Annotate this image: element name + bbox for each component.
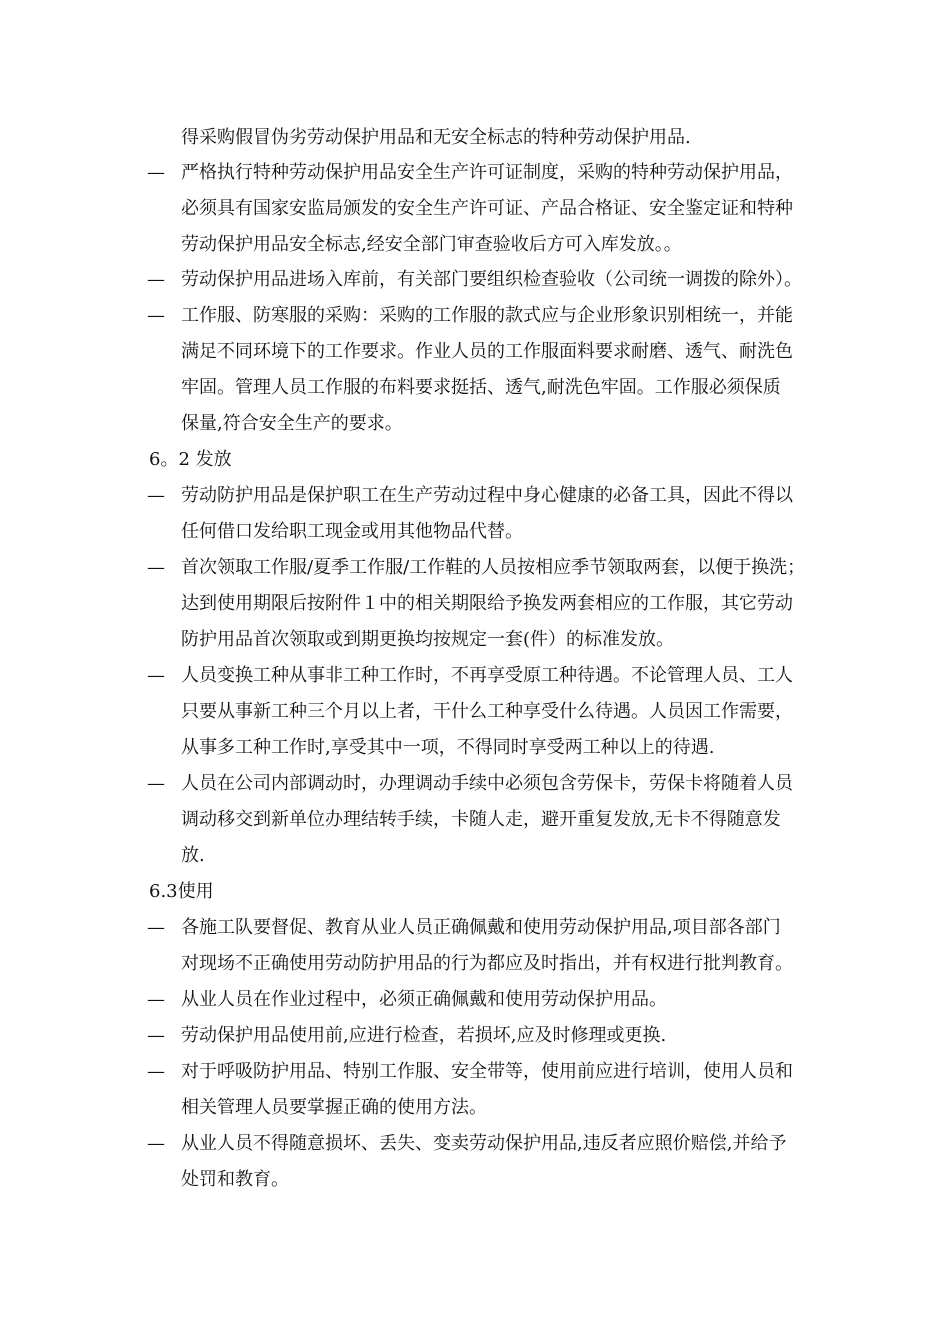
paragraph-line: 劳动保护用品进场入库前，有关部门要组织检查验收（公司统一调拨的除外）。	[181, 269, 802, 290]
paragraph-line: 从业人员在作业过程中，必须正确佩戴和使用劳动保护用品。	[181, 989, 667, 1010]
bullet-dash: —	[147, 557, 165, 578]
bullet-dash: —	[147, 665, 165, 686]
bullet-dash: —	[147, 917, 165, 938]
paragraph-line: 各施工队要督促、教育从业人员正确佩戴和使用劳动保护用品,项目部各部门	[181, 917, 781, 938]
paragraph-line: 对现场不正确使用劳动防护用品的行为都应及时指出，并有权进行批判教育。	[181, 953, 793, 974]
bullet-dash: —	[147, 485, 165, 506]
paragraph-line: 放.	[181, 845, 205, 866]
bullet-dash: —	[147, 773, 165, 794]
bullet-dash: —	[147, 1025, 165, 1046]
paragraph-line: 满足不同环境下的工作要求。作业人员的工作服面料要求耐磨、透气、耐洗色	[181, 341, 793, 362]
paragraph-line: 相关管理人员要掌握正确的使用方法。	[181, 1097, 487, 1118]
paragraph-line: 从业人员不得随意损坏、丢失、变卖劳动保护用品,违反者应照价赔偿,并给予	[181, 1133, 787, 1154]
paragraph-line: 人员变换工种从事非工种工作时，不再享受原工种待遇。不论管理人员、工人	[181, 665, 793, 686]
bullet-dash: —	[147, 162, 165, 183]
paragraph-line: 得采购假冒伪劣劳动保护用品和无安全标志的特种劳动保护用品.	[181, 127, 691, 148]
bullet-dash: —	[147, 989, 165, 1010]
paragraph-line: 调动移交到新单位办理结转手续，卡随人走，避开重复发放,无卡不得随意发	[181, 809, 781, 830]
paragraph-line: 牢固。管理人员工作服的布料要求挺括、透气,耐洗色牢固。工作服必须保质	[181, 377, 781, 398]
bullet-dash: —	[147, 1133, 165, 1154]
section-heading: 6.3使用	[149, 881, 214, 902]
bullet-dash: —	[147, 269, 165, 290]
paragraph-line: 对于呼吸防护用品、特别工作服、安全带等，使用前应进行培训，使用人员和	[181, 1061, 793, 1082]
bullet-dash: —	[147, 305, 165, 326]
paragraph-line: 从事多工种工作时,享受其中一项，不得同时享受两工种以上的待遇.	[181, 737, 715, 758]
paragraph-line: 只要从事新工种三个月以上者，干什么工种享受什么待遇。人员因工作需要，	[181, 701, 793, 722]
paragraph-line: 任何借口发给职工现金或用其他物品代替。	[181, 521, 523, 542]
paragraph-line: 劳动防护用品是保护职工在生产劳动过程中身心健康的必备工具，因此不得以	[181, 485, 793, 506]
paragraph-line: 严格执行特种劳动保护用品安全生产许可证制度，采购的特种劳动保护用品，	[181, 162, 793, 183]
paragraph-line: 首次领取工作服/夏季工作服/工作鞋的人员按相应季节领取两套，以便于换洗；	[181, 557, 806, 578]
section-heading: 6。2 发放	[149, 449, 232, 470]
paragraph-line: 保量,符合安全生产的要求。	[181, 413, 403, 434]
paragraph-line: 劳动保护用品安全标志,经安全部门审查验收后方可入库发放。。	[181, 234, 682, 255]
paragraph-line: 达到使用期限后按附件１中的相关期限给予换发两套相应的工作服，其它劳动	[181, 593, 793, 614]
bullet-dash: —	[147, 1061, 165, 1082]
paragraph-line: 人员在公司内部调动时，办理调动手续中必须包含劳保卡，劳保卡将随着人员	[181, 773, 793, 794]
paragraph-line: 必须具有国家安监局颁发的安全生产许可证、产品合格证、安全鉴定证和特种	[181, 198, 793, 219]
paragraph-line: 防护用品首次领取或到期更换均按规定一套(件）的标准发放。	[181, 629, 675, 650]
paragraph-line: 劳动保护用品使用前,应进行检查，若损坏,应及时修理或更换.	[181, 1025, 667, 1046]
paragraph-line: 处罚和教育。	[181, 1169, 289, 1190]
paragraph-line: 工作服、防寒服的采购：采购的工作服的款式应与企业形象识别相统一，并能	[181, 305, 793, 326]
